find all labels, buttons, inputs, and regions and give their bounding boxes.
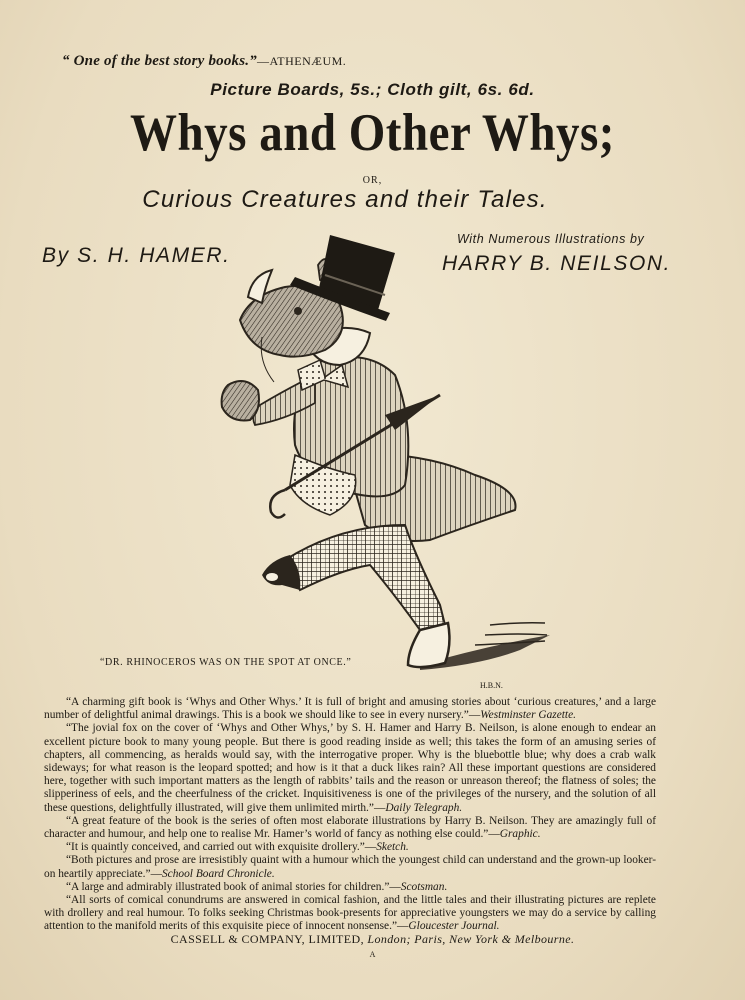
- illustration-caption: “DR. RHINOCEROS WAS ON THE SPOT AT ONCE.”: [100, 657, 352, 668]
- author-credit: By S. H. HAMER.: [42, 244, 231, 267]
- illustrator-intro: With Numerous Illustrations by: [457, 232, 645, 246]
- praise-text: “ One of the best story books.”: [62, 53, 257, 69]
- review-item: “A charming gift book is ‘Whys and Other Whys.’ It is full of bright and amusing stories about ‘curious creatures,’ and a large number of delightful animal drawings. This is a book we should like to see in every nursery.”—Westminster Gazette.: [44, 696, 656, 722]
- title-or: OR,: [362, 175, 383, 186]
- publisher-name: CASSELL & COMPANY, LIMITED,: [170, 932, 364, 946]
- book-subtitle: Curious Creatures and their Tales.: [142, 186, 548, 213]
- review-item: “Both pictures and prose are irresistibly quaint with a humour which the youngest child can understand and the grown-up looker-on heartily appreciate.”—School Board Chronicle.: [44, 854, 656, 880]
- rhinoceros-illustration: [190, 225, 560, 685]
- praise-source: —ATHENÆUM.: [256, 54, 347, 68]
- review-item: “A great feature of the book is the series of often most elaborate illustrations by Harry B. Neilson. They are amazingly full of character and humour, and help one to realise Mr. Hamer’s world of fancy as nothing else could.”—Graphic.: [44, 814, 656, 841]
- review-item: “It is quaintly conceived, and carried out with exquisite drollery.”—Sketch.: [66, 841, 409, 854]
- review-item: “The jovial fox on the cover of ‘Whys and Other Whys,’ by S. H. Hamer and Harry B. Neilson, is alone enough to endear an excellent picture book to many young people. But there is good reading inside as well; this takes the form of an amusing series of chapters, all commencing, as heralds would say, with the interrogative proper. Why is the bluebottle blue; why does a crab walk sideways; for what reason is the leopard spotted; and how is it that a duck likes rain? All these important questions are considered here, together with such important matters as the length of rabbits’ tails and the reason or unreason thereof; the flatness of soles; the slipperiness of eels, and the cheerfulness of the cricket. Inquisitiveness is one of the privileges of the nursery, and the solution of all these questions, delightfully illustrated, will give them unlimited mirth.”—Daily Telegraph.: [44, 722, 656, 814]
- press-reviews: [44, 696, 656, 934]
- praise-quote: [62, 53, 346, 70]
- review-item: “A large and admirably illustrated book of animal stories for children.”—Scotsman.: [66, 880, 448, 893]
- publisher-line: [0, 932, 745, 947]
- book-title: Whys and Other Whys;: [130, 104, 615, 163]
- illustrator-credit: HARRY B. NEILSON.: [442, 252, 672, 275]
- price-line: Picture Boards, 5s.; Cloth gilt, 6s. 6d.: [210, 80, 535, 99]
- illustrator-signature: H.B.N.: [480, 681, 503, 690]
- review-item: “All sorts of comical conundrums are answered in comical fashion, and the little tales and their illustrating pictures are replete with drollery and real humour. To folks seeking Christmas book-presents for appreciative youngsters we may do a service by calling attention to the manifold merits of this exquisite piece of innocent nonsense.”—Gloucester Journal.: [44, 894, 656, 933]
- publisher-cities: London; Paris, New York & Melbourne.: [367, 932, 575, 946]
- sheet-signature-mark: A: [369, 950, 376, 959]
